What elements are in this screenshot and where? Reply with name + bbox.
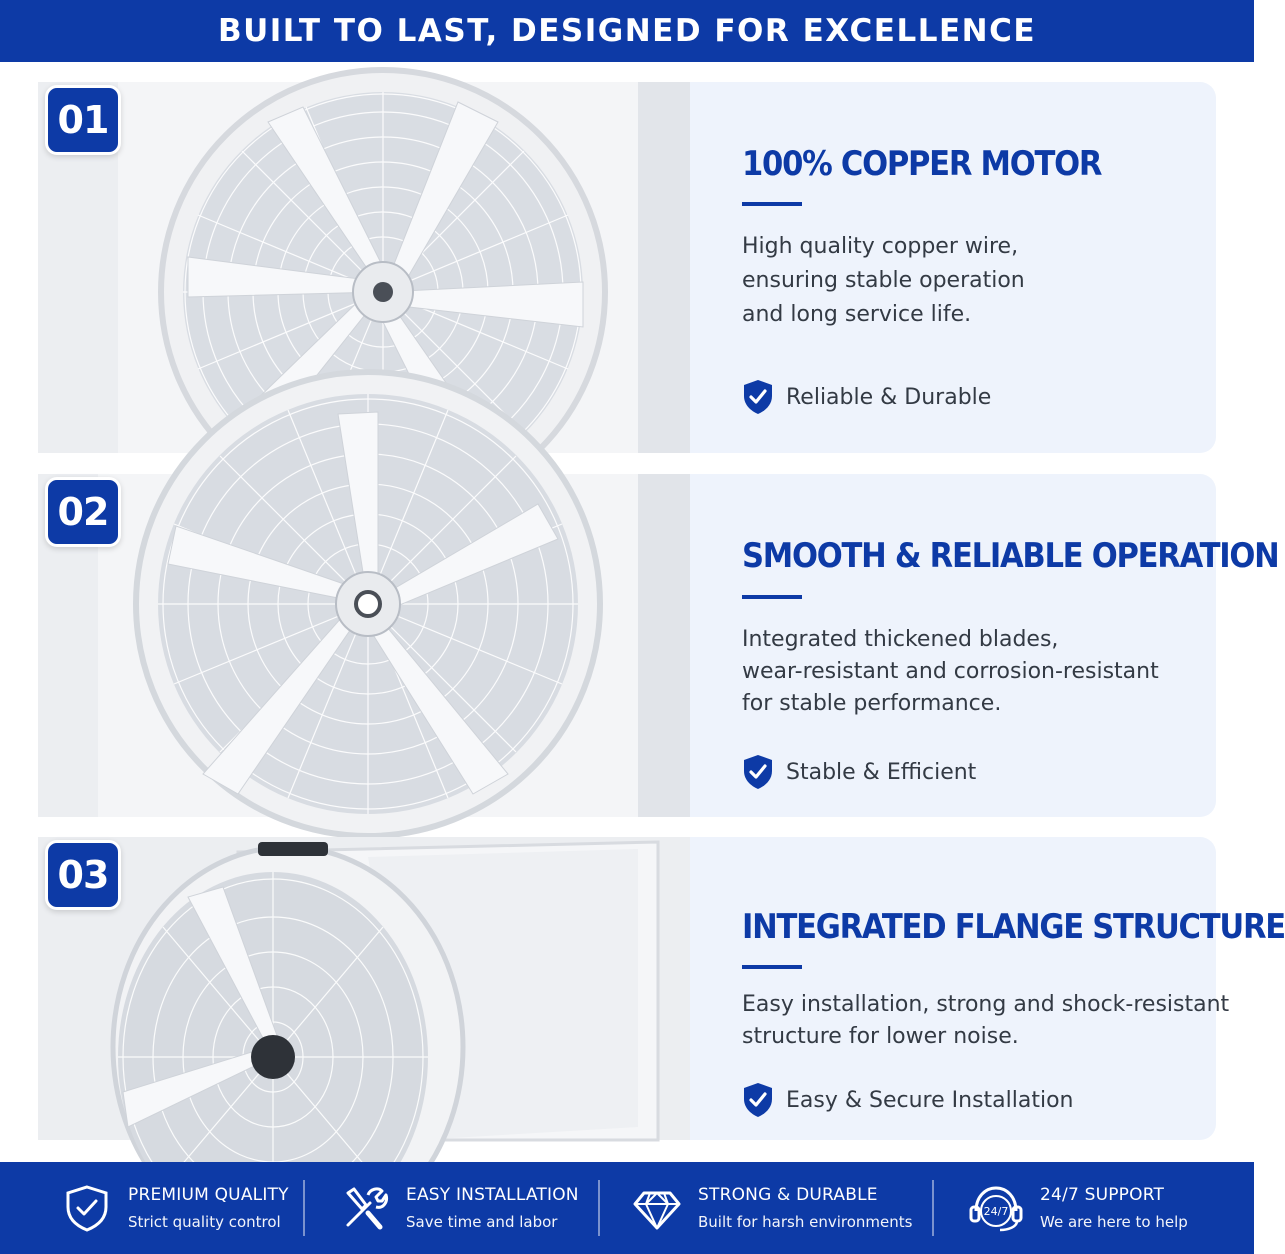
description-line: structure for lower noise. xyxy=(742,1024,1019,1049)
feature-badge-label: Easy & Secure Installation xyxy=(786,1087,1074,1113)
feature-card-1 xyxy=(38,82,1216,453)
shield-check-icon xyxy=(62,1183,112,1233)
feature-card-2 xyxy=(38,474,1279,817)
description-line: for stable performance. xyxy=(742,691,1002,716)
footer-item-support xyxy=(968,1162,1188,1254)
footer-item-easy-installation xyxy=(340,1162,579,1254)
fan-photo-2 xyxy=(38,474,690,817)
feature-number: 02 xyxy=(57,490,109,534)
feature-title: SMOOTH & RELIABLE OPERATION xyxy=(742,536,1279,576)
footer-item-subtitle: Strict quality control xyxy=(128,1213,281,1231)
feature-text-2 xyxy=(742,474,1279,817)
headset-icon xyxy=(968,1183,1024,1233)
footer-item-premium-quality xyxy=(62,1162,289,1254)
footer-item-title: PREMIUM QUALITY xyxy=(128,1185,289,1205)
feature-text-3 xyxy=(742,837,1285,1140)
footer-divider xyxy=(598,1180,600,1236)
support-hours-label: 24/7 xyxy=(983,1205,1009,1218)
title-underline xyxy=(742,595,802,599)
page-title: BUILT TO LAST, DESIGNED FOR EXCELLENCE xyxy=(217,13,1037,49)
feature-badge xyxy=(742,379,991,415)
footer-item-title: EASY INSTALLATION xyxy=(406,1185,579,1205)
description-line: wear-resistant and corrosion-resistant xyxy=(742,659,1159,684)
title-underline xyxy=(742,202,802,206)
feature-badge xyxy=(742,754,976,790)
feature-number: 01 xyxy=(57,98,109,142)
feature-description xyxy=(742,624,1159,720)
description-line: and long service life. xyxy=(742,302,972,327)
feature-number: 03 xyxy=(57,853,109,897)
feature-number-badge xyxy=(45,85,121,155)
feature-description xyxy=(742,230,1025,332)
description-line: Easy installation, strong and shock-resistant xyxy=(742,992,1230,1017)
page-header xyxy=(0,0,1254,62)
feature-number-badge xyxy=(45,840,121,910)
feature-title: INTEGRATED FLANGE STRUCTURE xyxy=(742,907,1285,947)
diamond-icon xyxy=(632,1183,682,1233)
fan-photo-3 xyxy=(38,837,690,1140)
feature-number-badge xyxy=(45,477,121,547)
footer-item-subtitle: Built for harsh environments xyxy=(698,1213,913,1231)
shield-check-icon xyxy=(742,379,774,415)
shield-check-icon xyxy=(742,754,774,790)
title-underline xyxy=(742,965,802,969)
footer-item-title: 24/7 SUPPORT xyxy=(1040,1185,1165,1205)
feature-badge xyxy=(742,1082,1073,1118)
feature-title: 100% COPPER MOTOR xyxy=(742,144,1102,184)
feature-badge-label: Reliable & Durable xyxy=(786,384,992,410)
feature-card-3 xyxy=(38,837,1285,1140)
tools-icon xyxy=(340,1183,390,1233)
footer-item-strong-durable xyxy=(632,1162,912,1254)
footer-item-title: STRONG & DURABLE xyxy=(698,1185,878,1205)
footer-item-subtitle: Save time and labor xyxy=(406,1213,558,1231)
feature-text-1 xyxy=(742,82,1196,453)
description-line: High quality copper wire, xyxy=(742,234,1019,259)
footer-item-subtitle: We are here to help xyxy=(1040,1213,1188,1231)
feature-description xyxy=(742,989,1229,1053)
shield-check-icon xyxy=(742,1082,774,1118)
description-line: Integrated thickened blades, xyxy=(742,627,1059,652)
footer-divider xyxy=(303,1180,305,1236)
footer-bar xyxy=(0,1162,1254,1254)
feature-badge-label: Stable & Efficient xyxy=(786,759,977,785)
description-line: ensuring stable operation xyxy=(742,268,1025,293)
footer-divider xyxy=(932,1180,934,1236)
